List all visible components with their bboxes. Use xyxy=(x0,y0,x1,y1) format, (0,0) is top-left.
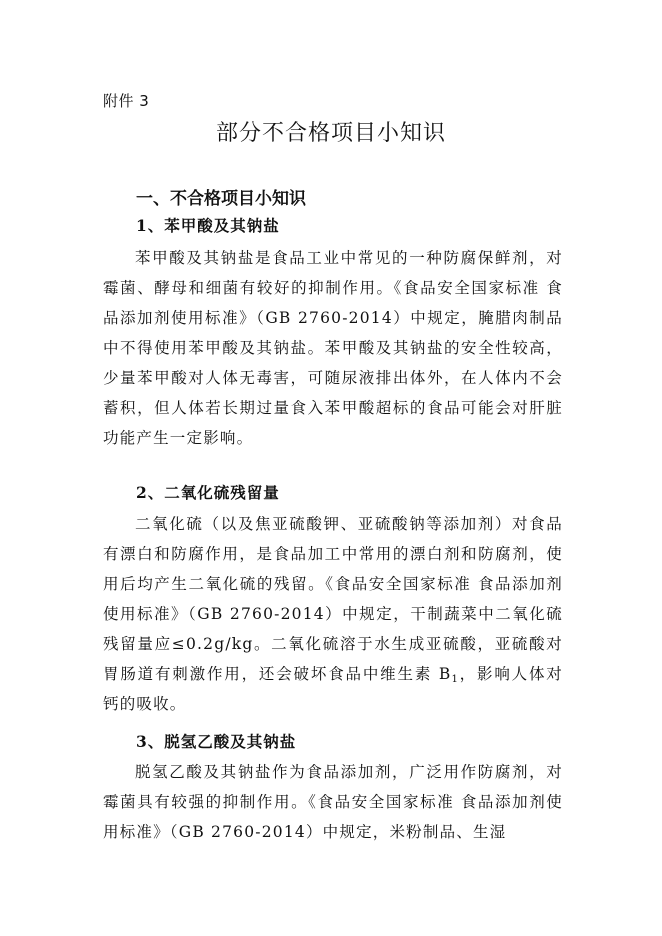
item-heading-sulfur-dioxide: 2、二氧化硫残留量 xyxy=(136,483,280,502)
item-heading-dehydroacetic-acid: 3、脱氢乙酸及其钠盐 xyxy=(136,732,297,751)
item-body-sulfur-dioxide xyxy=(103,509,563,719)
vitamin-subscript: 1 xyxy=(451,674,460,685)
item-body-sulfur-dioxide-tail: ，影响人体对钙的吸收。 xyxy=(103,665,563,713)
item-heading-benzoic-acid: 1、苯甲酸及其钠盐 xyxy=(136,216,280,235)
item-body-dehydroacetic-acid: 脱氢乙酸及其钠盐作为食品添加剂，广泛用作防腐剂，对霉菌具有较强的抑制作用。《食品安全国家标准 食品添加剂使用标准》（GB 2760-2014）中规定，米粉制品、生湿 xyxy=(103,763,563,841)
attachment-label: 附件 3 xyxy=(103,92,150,110)
item-body-benzoic-acid: 苯甲酸及其钠盐是食品工业中常见的一种防腐保鲜剂，对霉菌、酵母和细菌有较好的抑制作用。《食品安全国家标准 食品添加剂使用标准》（GB 2760-2014）中规定，腌腊肉制品中不得使用苯甲酸及其钠盐。苯甲酸及其钠盐的安全性较高，少量苯甲酸对人体无毒害，可随尿液排出体外，在人体内不会蓄积，但人体若长期过量食入苯甲酸超标的食品可能会对肝脏功能产生一定影响。 xyxy=(103,249,563,447)
page-title: 部分不合格项目小知识 xyxy=(215,121,446,146)
item-body-sulfur-dioxide-main: 二氧化硫（以及焦亚硫酸钾、亚硫酸钠等添加剂）对食品有漂白和防腐作用，是食品加工中常用的漂白剂和防腐剂，使用后均产生二氧化硫的残留。《食品安全国家标准 食品添加剂使用标准》（GB 2760-2014）中规定，干制蔬菜中二氧化硫残留量应≤0.2g/kg。二氧化硫溶于水生成亚硫酸，亚硫酸对胃肠道有刺激作用，还会破坏食品中维生素 B xyxy=(103,515,563,683)
section-heading: 一、不合格项目小知识 xyxy=(136,189,306,209)
